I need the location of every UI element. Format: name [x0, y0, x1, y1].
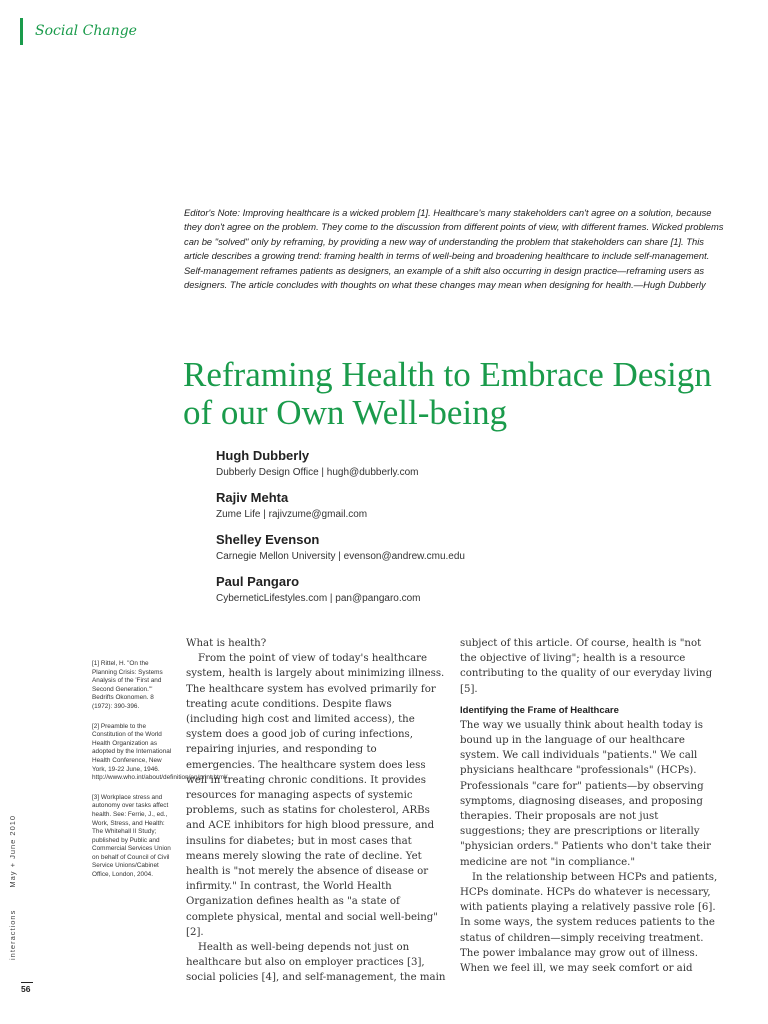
article-title: Reframing Health to Embrace Design of our Own Well-being: [183, 355, 712, 432]
author-list: [216, 448, 716, 616]
body-paragraph: From the point of view of today's healthcare system, health is largely about minimizing illness. The healthcare system has evolved primarily for treating acute conditions. Despite flaws (including high cost and limited access), the system does a good job of curing infections, repairing injuries, and responding to emergencies. The healthcare system does less well in treating chronic conditions. It provides resources for managing aspects of systemic problems, such as statins for cholesterol, ARBs and ACE inhibitors for high blood pressure, and insulins for diabetes; but in most cases that means merely slowing the rate of decline. Yet health is "not merely the absence of disease or infirmity." In contrast, the World Health Organization defines health as "a state of complete physical, mental and social well-being" [2].: [186, 653, 445, 938]
body-paragraph: subject of this article. Of course, health is "not the objective of living"; health is a resource contributing to the quality of our everyday living [5].: [460, 638, 713, 695]
section-label: Social Change: [35, 23, 137, 39]
body-paragraph: Health as well-being depends not just on healthcare but also on employer practices [3], social policies [4], and self-management, the main: [186, 942, 446, 984]
author-affiliation: Zume Life | rajivzume@gmail.com: [216, 509, 368, 520]
body-paragraph: In the relationship between HCPs and patients, HCPs dominate. HCPs do whatever is necessary, with patients playing a relatively passive role [6]. In some ways, the system reduces patients to the status of children—simply receiving treatment. The power imbalance may grow out of illness. When we feel ill, we may seek comfort or aid: [460, 871, 718, 975]
body-column-2: [460, 636, 720, 976]
author: [216, 448, 716, 490]
sidenotes: [92, 660, 228, 891]
body-column-1: [186, 636, 446, 986]
author-affiliation: Carnegie Mellon University | evenson@andrew.cmu.edu: [216, 551, 465, 562]
author: [216, 490, 716, 532]
issue-date: May + June 2010: [8, 814, 17, 888]
section-heading: Identifying the Frame of Healthcare: [460, 704, 619, 716]
page-number: 56: [21, 984, 31, 994]
journal-name: interactions: [8, 909, 17, 960]
author: [216, 574, 716, 616]
author-name: Hugh Dubberly: [216, 448, 310, 463]
section-bar: [20, 18, 23, 45]
author-name: Shelley Evenson: [216, 532, 320, 547]
author-name: Rajiv Mehta: [216, 490, 289, 505]
author: [216, 532, 716, 574]
sidenote: [1] Rittel, H. "On the Planning Crisis: Systems Analysis of the 'First and Second Generation.'" Bedrifts Okonomen. 8 (1972): 390-396.: [92, 660, 163, 710]
sidenote: [2] Preamble to the Constitution of the World Health Organization as adopted by the International Health Conference, New York, 19-22 June, 1946. http://www.who.int/about/definition/en/print.html/: [92, 722, 228, 782]
body-paragraph: The way we usually think about health today is bound up in the language of our healthcare system. We call individuals "patients." We call physicians healthcare "professionals" (HCPs). Professionals "care for" patients—by observing symptoms, diagnosing diseases, and proposing therapies. Their proposals are not just suggestions; they are prescriptions or literally "physician orders." Patients who don't take their medicine are not "in compliance.": [460, 719, 712, 868]
author-affiliation: Dubberly Design Office | hugh@dubberly.com: [216, 467, 419, 478]
editor-note: Editor's Note: Improving healthcare is a wicked problem [1]. Healthcare's many stakeholders can't agree on a solution, because they don't agree on the problem. They come to the discussion from different points of view, with different frames. Wicked problems can be "solved" only by reframing, by providing a new way of understanding the problem that stakeholders can share [1]. This article describes a growing trend: framing health in terms of well-being and broadening healthcare to include self-management. Self-management reframes patients as designers, an example of a shift also occurring in design practice—reframing users as designers. The article concludes with thoughts on what these changes may mean when designing for health.—Hugh Dubberly: [184, 207, 724, 291]
body-question: What is health?: [186, 638, 267, 649]
author-affiliation: CyberneticLifestyles.com | pan@pangaro.com: [216, 593, 421, 604]
page-rule: [21, 982, 33, 983]
running-footer: [8, 800, 20, 960]
sidenote: [3] Workplace stress and autonomy over tasks affect health. See: Ferrie, J., ed., Work, Stress, and Health: The Whitehall II Study; published by Public and Commercial Services Union on behalf of Council of Civil Service Unions/Cabinet Office, London, 2004.: [92, 793, 171, 879]
author-name: Paul Pangaro: [216, 574, 300, 589]
